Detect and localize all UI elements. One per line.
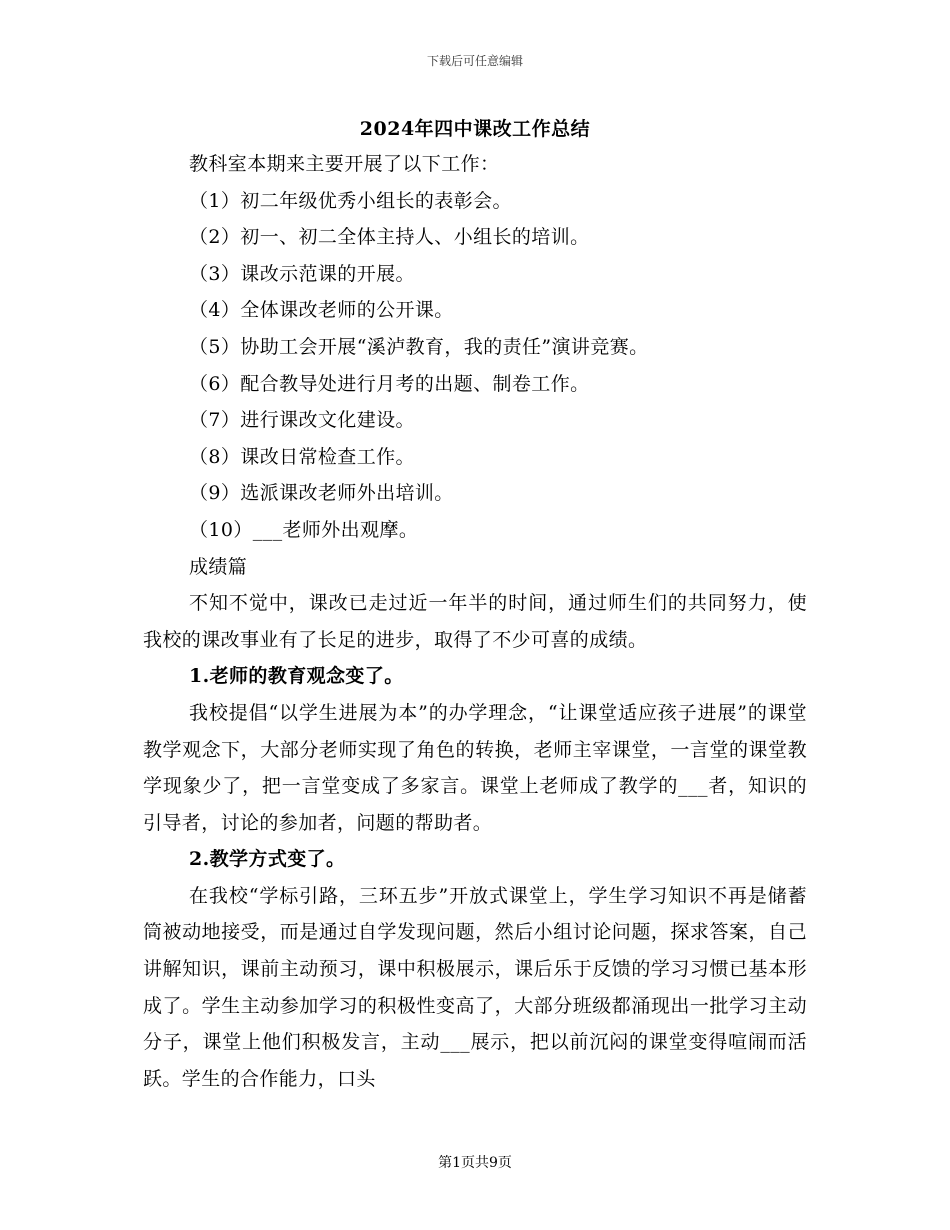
- teacher-concept-paragraph: 我校提倡“以学生进展为本”的办学理念，“让课堂适应孩子进展”的课堂教学观念下，大部分老师实现了角色的转换，老师主宰课堂，一言堂的课堂教学现象少了，把一言堂变成了多家言。课堂上老师成了教学的___者，知识的引导者，讨论的参加者，问题的帮助者。: [143, 701, 807, 834]
- list-item: （1）初二年级优秀小组长的表彰会。: [189, 189, 512, 212]
- document-title: 2024年四中课改工作总结: [359, 118, 591, 140]
- list-item: （8）课改日常检查工作。: [189, 445, 415, 468]
- list-item: （2）初一、初二全体主持人、小组长的培训。: [189, 226, 590, 249]
- section-label: 成绩篇: [189, 555, 248, 578]
- list-item: （3）课改示范课的开展。: [189, 262, 415, 285]
- list-item: （5）协助工会开展“溪泸教育，我的责任”演讲竞赛。: [189, 335, 649, 358]
- teaching-method-paragraph: 在我校“学标引路，三环五步”开放式课堂上，学生学习知识不再是储蓄筒被动地接受，而是通过自学发现问题，然后小组讨论问题，探求答案，自己讲解知识，课前主动预习，课中积极展示，课后乐于反馈的学习习惯已基本形成了。学生主动参加学习的积极性变高了，大部分班级都涌现出一批学习主动分子，课堂上他们积极发言，主动___展示，把以前沉闷的课堂变得喧闹而活跃。学生的合作能力，口头: [143, 884, 807, 1090]
- page-header: 下载后可任意编辑: [426, 54, 523, 68]
- list-item: （10）___老师外出观摩。: [189, 518, 419, 541]
- list-item: （4）全体课改老师的公开课。: [189, 299, 454, 322]
- intro-paragraph: 教科室本期来主要开展了以下工作：: [189, 153, 500, 175]
- list-item: （6）配合教导处进行月考的出题、制卷工作。: [189, 372, 590, 395]
- list-item: （9）选派课改老师外出培训。: [189, 482, 454, 505]
- achievement-paragraph: 不知不觉中，课改已走过近一年半的时间，通过师生们的共同努力，使我校的课改事业有了长足的进步，取得了不少可喜的成绩。: [143, 592, 807, 651]
- document-body: [143, 146, 807, 1097]
- section-heading: 2.教学方式变了。: [189, 848, 346, 871]
- work-list: [143, 183, 807, 549]
- page-footer: 第1页共9页: [438, 1155, 512, 1171]
- section-heading: 1.老师的教育观念变了。: [189, 665, 404, 688]
- list-item: （7）进行课改文化建设。: [189, 409, 415, 432]
